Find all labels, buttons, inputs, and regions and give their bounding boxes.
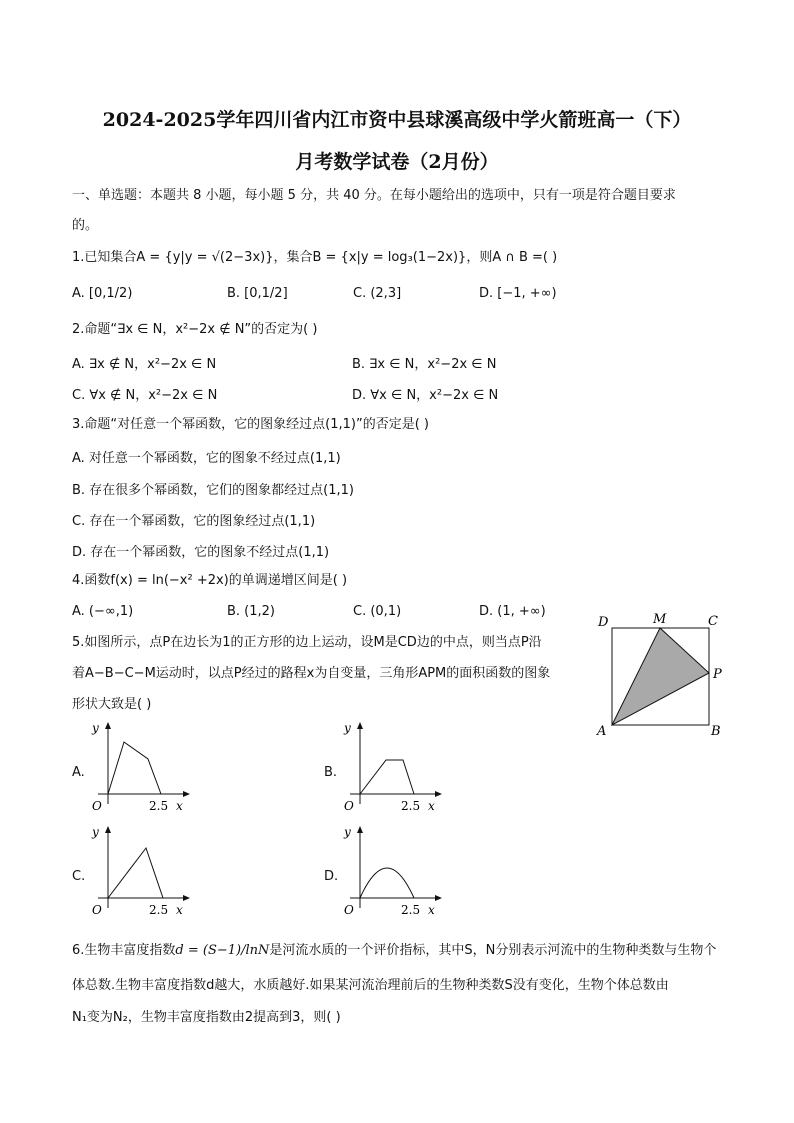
q6-stem-line1 bbox=[72, 942, 716, 960]
graph-a-label: A. bbox=[72, 765, 85, 780]
q3-option-b: B. 存在很多个幂函数，它们的图象都经过点(1,1) bbox=[72, 483, 355, 498]
exam-title-line2: 月考数学试卷（2月份） bbox=[295, 151, 499, 173]
graph-c-curve bbox=[108, 848, 163, 898]
q4-stem: 4.函数f(x) = ln(−x² +2x)的单调递增区间是( ) bbox=[72, 573, 348, 588]
q4-option-d: D. (1, +∞) bbox=[479, 604, 546, 619]
exam-title-line1: 2024-2025学年四川省内江市资中县球溪高级中学火箭班高一（下） bbox=[102, 109, 692, 131]
q3-option-c: C. 存在一个幂函数，它的图象经过点(1,1) bbox=[72, 514, 316, 529]
label-a: A bbox=[597, 724, 607, 739]
q6-stem-line3: N₁变为N₂，生物丰富度指数由2提高到3，则( ) bbox=[72, 1010, 341, 1025]
q2-stem: 2.命题“∃x ∈ N，x²−2x ∉ N”的否定为( ) bbox=[72, 322, 318, 337]
graph-b-y-arrow bbox=[357, 722, 363, 729]
q6-stem-line2: 体总数.生物丰富度指数d越大，水质越好.如果某河流治理前后的生物种类数S没有变化，生物个体总数由 bbox=[72, 978, 669, 993]
graph-a bbox=[84, 718, 194, 818]
graph-b-tick: 2.5 bbox=[401, 799, 421, 813]
graph-b-x-label: x bbox=[428, 799, 435, 813]
q3-option-a: A. 对任意一个幂函数，它的图象不经过点(1,1) bbox=[72, 451, 341, 466]
q1-option-d: D. [−1, +∞) bbox=[479, 286, 557, 301]
label-m: M bbox=[653, 612, 667, 627]
graph-c-y-label: y bbox=[92, 825, 99, 839]
q1-option-b: B. [0,1/2] bbox=[227, 286, 288, 301]
graph-d bbox=[336, 822, 446, 922]
graph-b-y-label: y bbox=[344, 721, 351, 735]
label-d: D bbox=[598, 615, 609, 630]
graph-a-y-label: y bbox=[92, 721, 99, 735]
q1-stem: 1.已知集合A = {y|y = √(2−3x)}，集合B = {x|y = log₃(1−2x)}，则A ∩ B =( ) bbox=[72, 250, 558, 265]
graph-c bbox=[84, 822, 194, 922]
graph-a-x-arrow bbox=[183, 791, 190, 797]
q4-option-c: C. (0,1) bbox=[353, 604, 402, 619]
graph-b-origin: O bbox=[344, 799, 354, 813]
q6-stem-prefix: 6.生物丰富度指数 bbox=[72, 943, 176, 958]
q2-option-c: C. ∀x ∉ N，x²−2x ∈ N bbox=[72, 388, 218, 403]
q6-formula: d = (S−1)/lnN bbox=[175, 943, 270, 958]
q5-stem-line1: 5.如图所示，点P在边长为1的正方形的边上运动，设M是CD边的中点，则当点P沿 bbox=[72, 635, 542, 650]
graph-a-tick: 2.5 bbox=[149, 799, 169, 813]
q1-option-a: A. [0,1/2) bbox=[72, 286, 133, 301]
q5-stem-line2: 着A−B−C−M运动时，以点P经过的路程x为自变量，三角形APM的面积函数的图象 bbox=[72, 666, 551, 681]
graph-d-x-arrow bbox=[435, 895, 442, 901]
q5-stem-line3: 形状大致是( ) bbox=[72, 697, 152, 712]
label-p: P bbox=[713, 667, 722, 682]
q2-option-a: A. ∃x ∉ N，x²−2x ∈ N bbox=[72, 357, 217, 372]
q4-option-b: B. (1,2) bbox=[227, 604, 276, 619]
graph-c-x-label: x bbox=[176, 903, 183, 917]
triangle-apm bbox=[612, 628, 709, 725]
graph-d-y-label: y bbox=[344, 825, 351, 839]
graph-d-curve bbox=[360, 868, 414, 898]
graph-d-x-label: x bbox=[428, 903, 435, 917]
graph-c-label: C. bbox=[72, 869, 86, 884]
q3-option-d: D. 存在一个幂函数，它的图象不经过点(1,1) bbox=[72, 545, 330, 560]
graph-d-label: D. bbox=[324, 869, 339, 884]
label-b: B bbox=[711, 724, 721, 739]
section-heading-line2: 的。 bbox=[72, 218, 99, 233]
label-c: C bbox=[708, 614, 718, 629]
graph-c-tick: 2.5 bbox=[149, 903, 169, 917]
q4-option-a: A. (−∞,1) bbox=[72, 604, 134, 619]
graph-d-origin: O bbox=[344, 903, 354, 917]
graph-b bbox=[336, 718, 446, 818]
square-figure bbox=[592, 608, 732, 743]
graph-c-y-arrow bbox=[105, 826, 111, 833]
graph-a-origin: O bbox=[92, 799, 102, 813]
section-heading-line1: 一、单选题：本题共 8 小题，每小题 5 分，共 40 分。在每小题给出的选项中，只有一项是符合题目要求 bbox=[72, 188, 676, 203]
q6-stem-suffix: 是河流水质的一个评价指标，其中S，N分别表示河流中的生物种类数与生物个 bbox=[269, 943, 717, 958]
q3-stem: 3.命题“对任意一个幂函数，它的图象经过点(1,1)”的否定是( ) bbox=[72, 417, 429, 432]
q2-option-b: B. ∃x ∈ N，x²−2x ∈ N bbox=[352, 357, 497, 372]
q2-option-d: D. ∀x ∈ N，x²−2x ∈ N bbox=[352, 388, 499, 403]
graph-d-y-arrow bbox=[357, 826, 363, 833]
graph-b-x-arrow bbox=[435, 791, 442, 797]
graph-a-curve bbox=[108, 742, 161, 794]
graph-d-tick: 2.5 bbox=[401, 903, 421, 917]
graph-b-label: B. bbox=[324, 765, 338, 780]
graph-a-y-arrow bbox=[105, 722, 111, 729]
graph-a-x-label: x bbox=[176, 799, 183, 813]
graph-c-x-arrow bbox=[183, 895, 190, 901]
graph-c-origin: O bbox=[92, 903, 102, 917]
q1-option-c: C. (2,3] bbox=[353, 286, 402, 301]
graph-b-curve bbox=[360, 760, 414, 794]
